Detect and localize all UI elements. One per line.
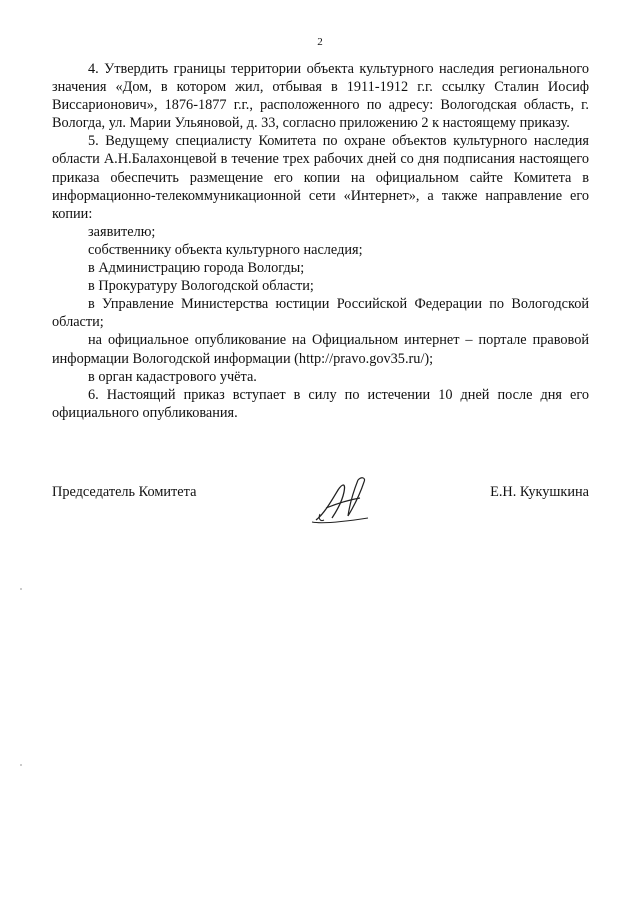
recipient-item: на официальное опубликование на Официальном интернет – портале правовой информации Вологодской информации (http://pravo.gov35.ru/); (52, 332, 589, 367)
page-number: 2 (317, 36, 323, 48)
recipient-item: заявителю; (88, 223, 156, 240)
paragraph-5: 5. Ведущему специалисту Комитета по охране объектов культурного наследия области А.Н.Балахонцевой в течение трех рабочих дней со дня подписания настоящего приказа обеспечить размещение его копии на официальном сайте Комитета в информационно-телекоммуникационной сети «Интернет», а также направление его копии: (52, 133, 589, 222)
recipient-item: в Управление Министерства юстиции Российской Федерации по Вологодской области; (52, 296, 589, 331)
recipient-item: в Администрацию города Вологды; (88, 260, 305, 277)
recipient-item: собственнику объекта культурного наследия; (88, 241, 363, 258)
document-body (52, 60, 589, 422)
recipient-item: в Прокуратуру Вологодской области; (88, 278, 314, 295)
handwritten-signature (302, 470, 382, 526)
scan-artifact (20, 764, 22, 766)
recipient-item: в орган кадастрового учёта. (88, 368, 257, 385)
signatory-position: Председатель Комитета (52, 484, 197, 500)
paragraph-6: 6. Настоящий приказ вступает в силу по истечении 10 дней после дня его официального опубликования. (52, 386, 589, 421)
signature-block (52, 470, 589, 530)
scan-artifact (20, 588, 22, 590)
paragraph-4: 4. Утвердить границы территории объекта культурного наследия регионального значения «Дом, в котором жил, отбывая в 1911-1912 г.г. ссылку Сталин Иосиф Виссарионович», 1876-1877 г.г., расположенного по адресу: Вологодская область, г. Вологда, ул. Марии Ульяновой, д. 33, согласно приложению 2 к настоящему приказу. (52, 61, 589, 132)
signatory-name: Е.Н. Кукушкина (490, 484, 589, 500)
